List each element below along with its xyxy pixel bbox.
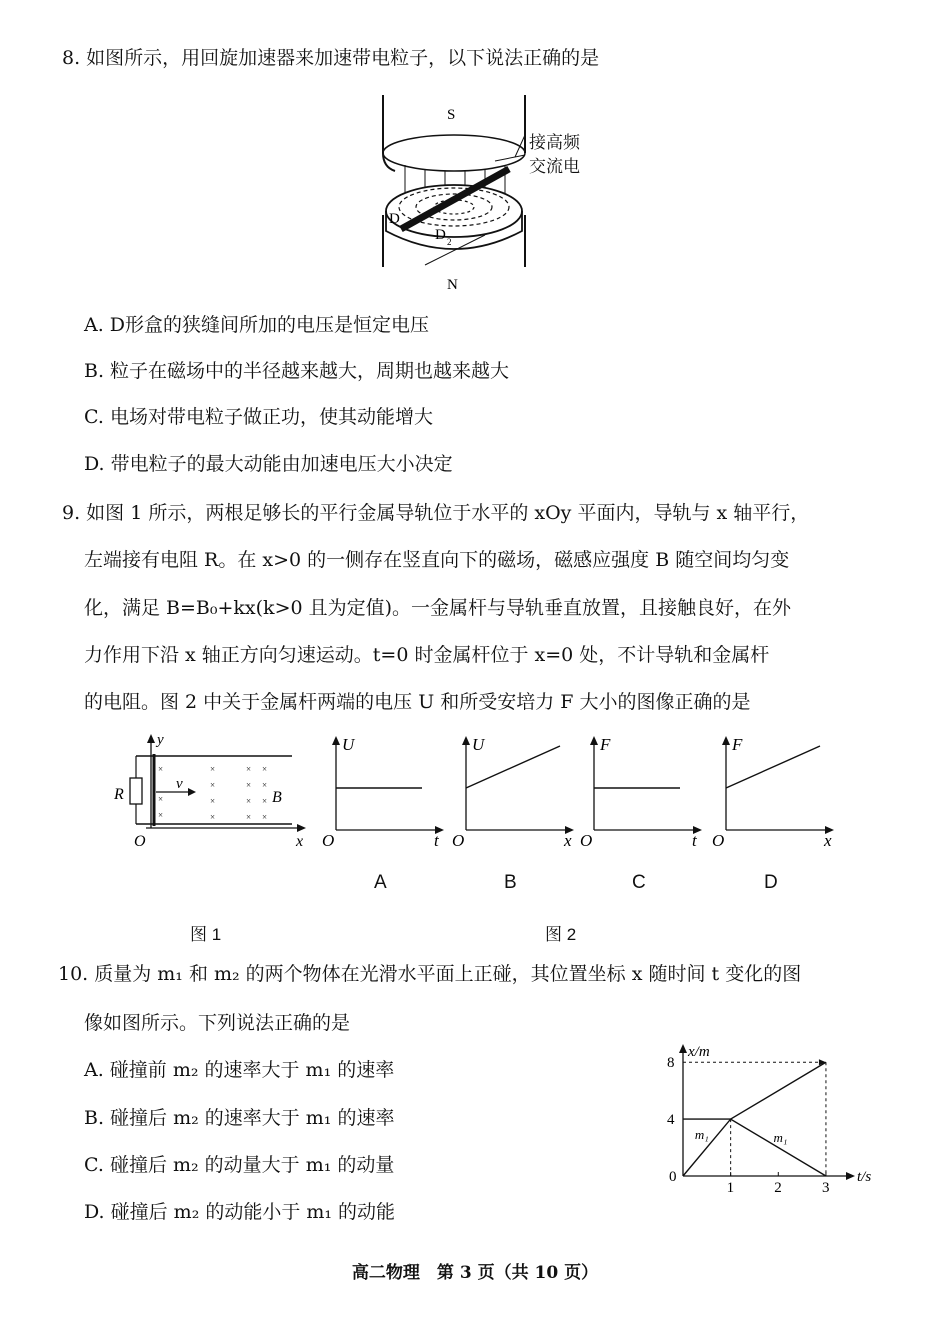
cyclotron-figure [375, 95, 595, 295]
xt-x-arrow [846, 1172, 855, 1180]
graph-x-label: t [434, 831, 439, 850]
pole-n-label: N [447, 277, 458, 293]
svg-text:×: × [210, 796, 216, 806]
graph-letter-a: A [374, 872, 387, 893]
graph-origin-label: O [580, 831, 593, 850]
graph-letter-d: D [764, 872, 778, 893]
svg-text:×: × [246, 812, 252, 822]
graph-y-arrow [722, 736, 730, 745]
xt-y-arrow [679, 1044, 687, 1053]
graph-y-arrow [332, 736, 340, 745]
xt-y-tick-label: 8 [667, 1055, 675, 1072]
pole-s-label: S [447, 107, 456, 123]
svg-text:×: × [262, 812, 268, 822]
graph-letter-b: B [504, 872, 517, 893]
d2-subscript: 2 [447, 237, 452, 247]
xt-series-2-line [683, 1062, 826, 1119]
xt-origin-label: 0 [669, 1169, 677, 1185]
d2-label: D [435, 227, 446, 243]
svg-text:×: × [158, 810, 164, 820]
svg-text:×: × [246, 764, 252, 774]
q10-line-2: 像如图所示。下列说法正确的是 [84, 1012, 351, 1034]
fig2-caption: 图 2 [545, 925, 577, 944]
q9-line-2: 左端接有电阻 R。在 x>0 的一侧存在竖直向下的磁场，磁感应强度 B 随空间均匀变 [84, 549, 790, 571]
q9-line-1: 9. 如图 1 所示，两根足够长的平行金属导轨位于水平的 xOy 平面内，导轨与 x 轴平行， [62, 502, 810, 524]
q10-line-1: 10. 质量为 m₁ 和 m₂ 的两个物体在光滑水平面上正碰，其位置坐标 x 随时间 t 变化的图 [58, 963, 802, 985]
hf-note-line2: 交流电 [529, 157, 580, 176]
q8-stem: 8. 如图所示，用回旋加速器来加速带电粒子，以下说法正确的是 [62, 47, 600, 69]
xt-m1-label-before: m₁ [694, 1127, 709, 1143]
q9-line-5: 的电阻。图 2 中关于金属杆两端的电压 U 和所受安培力 F 大小的图像正确的是 [84, 691, 751, 713]
d1-label: D [389, 211, 400, 227]
xt-x-tick-label: 1 [726, 1180, 735, 1196]
svg-text:×: × [246, 780, 252, 790]
q8-option-d: D. 带电粒子的最大动能由加速电压大小决定 [84, 453, 453, 475]
svg-text:×: × [210, 764, 216, 774]
fig1-x-label: x [296, 833, 304, 850]
graph-c [580, 734, 710, 854]
fig1-v-label: v [176, 776, 183, 792]
graph-y-arrow [462, 736, 470, 745]
svg-text:×: × [246, 796, 252, 806]
xt-m1-label-after: m₁ [773, 1129, 788, 1145]
hf-note-line1: 接高频 [529, 133, 580, 152]
svg-text:×: × [262, 780, 268, 790]
fig1-y-label: y [157, 732, 164, 748]
q8-option-c: C. 电场对带电粒子做正功，使其动能增大 [84, 406, 433, 428]
q10-option-d: D. 碰撞后 m₂ 的动能小于 m₁ 的动能 [84, 1201, 396, 1223]
xt-x-tick-label: 2 [774, 1180, 782, 1196]
q9-line-4: 力作用下沿 x 轴正方向匀速运动。t=0 时金属杆位于 x=0 处，不计导轨和金属杆 [84, 644, 770, 666]
xt-x-label: t/s [857, 1169, 872, 1185]
fig1-b-label: B [272, 789, 282, 806]
graph-d [712, 734, 842, 854]
q10-option-b: B. 碰撞后 m₂ 的速率大于 m₁ 的速率 [84, 1107, 395, 1129]
fig1-r-label: R [114, 786, 124, 803]
q10-option-a: A. 碰撞前 m₂ 的速率大于 m₁ 的速率 [84, 1059, 395, 1081]
graph-b [452, 734, 582, 854]
q8-option-a: A. D形盒的狭缝间所加的电压是恒定电压 [84, 314, 430, 336]
svg-text:×: × [158, 764, 164, 774]
xt-y-label: x/m [688, 1044, 710, 1060]
page-footer: 高二物理 第 3 页（共 10 页） [351, 1263, 599, 1283]
svg-text:×: × [262, 764, 268, 774]
graph-letter-c: C [632, 872, 646, 893]
graph-y-label: U [472, 735, 485, 754]
svg-text:×: × [158, 794, 164, 804]
svg-text:×: × [210, 780, 216, 790]
q9-figure-1 [106, 732, 316, 852]
graph-x-label: t [692, 831, 697, 850]
graph-y-arrow [590, 736, 598, 745]
xt-y-tick-label: 4 [667, 1112, 675, 1129]
svg-text:×: × [262, 796, 268, 806]
graph-origin-label: O [322, 831, 335, 850]
q8-option-b: B. 粒子在磁场中的半径越来越大，周期也越来越大 [84, 360, 510, 382]
graph-origin-label: O [712, 831, 725, 850]
graph-y-label: F [732, 735, 743, 754]
fig1-origin-label: O [134, 833, 146, 850]
graph-x-label: x [564, 831, 572, 850]
xt-x-tick-label: 3 [821, 1180, 830, 1196]
graph-y-label: F [600, 735, 611, 754]
graph-origin-label: O [452, 831, 465, 850]
q10-option-c: C. 碰撞后 m₂ 的动量大于 m₁ 的动量 [84, 1154, 395, 1176]
q10-xt-chart [655, 1040, 885, 1200]
graph-a [322, 734, 452, 854]
q9-line-3: 化，满足 B=B₀+kx(k>0 且为定值)。一金属杆与导轨垂直放置，且接触良好，在外 [84, 597, 792, 619]
fig1-caption: 图 1 [190, 925, 222, 944]
graph-y-label: U [342, 735, 355, 754]
svg-text:×: × [210, 812, 216, 822]
graph-x-label: x [824, 831, 832, 850]
